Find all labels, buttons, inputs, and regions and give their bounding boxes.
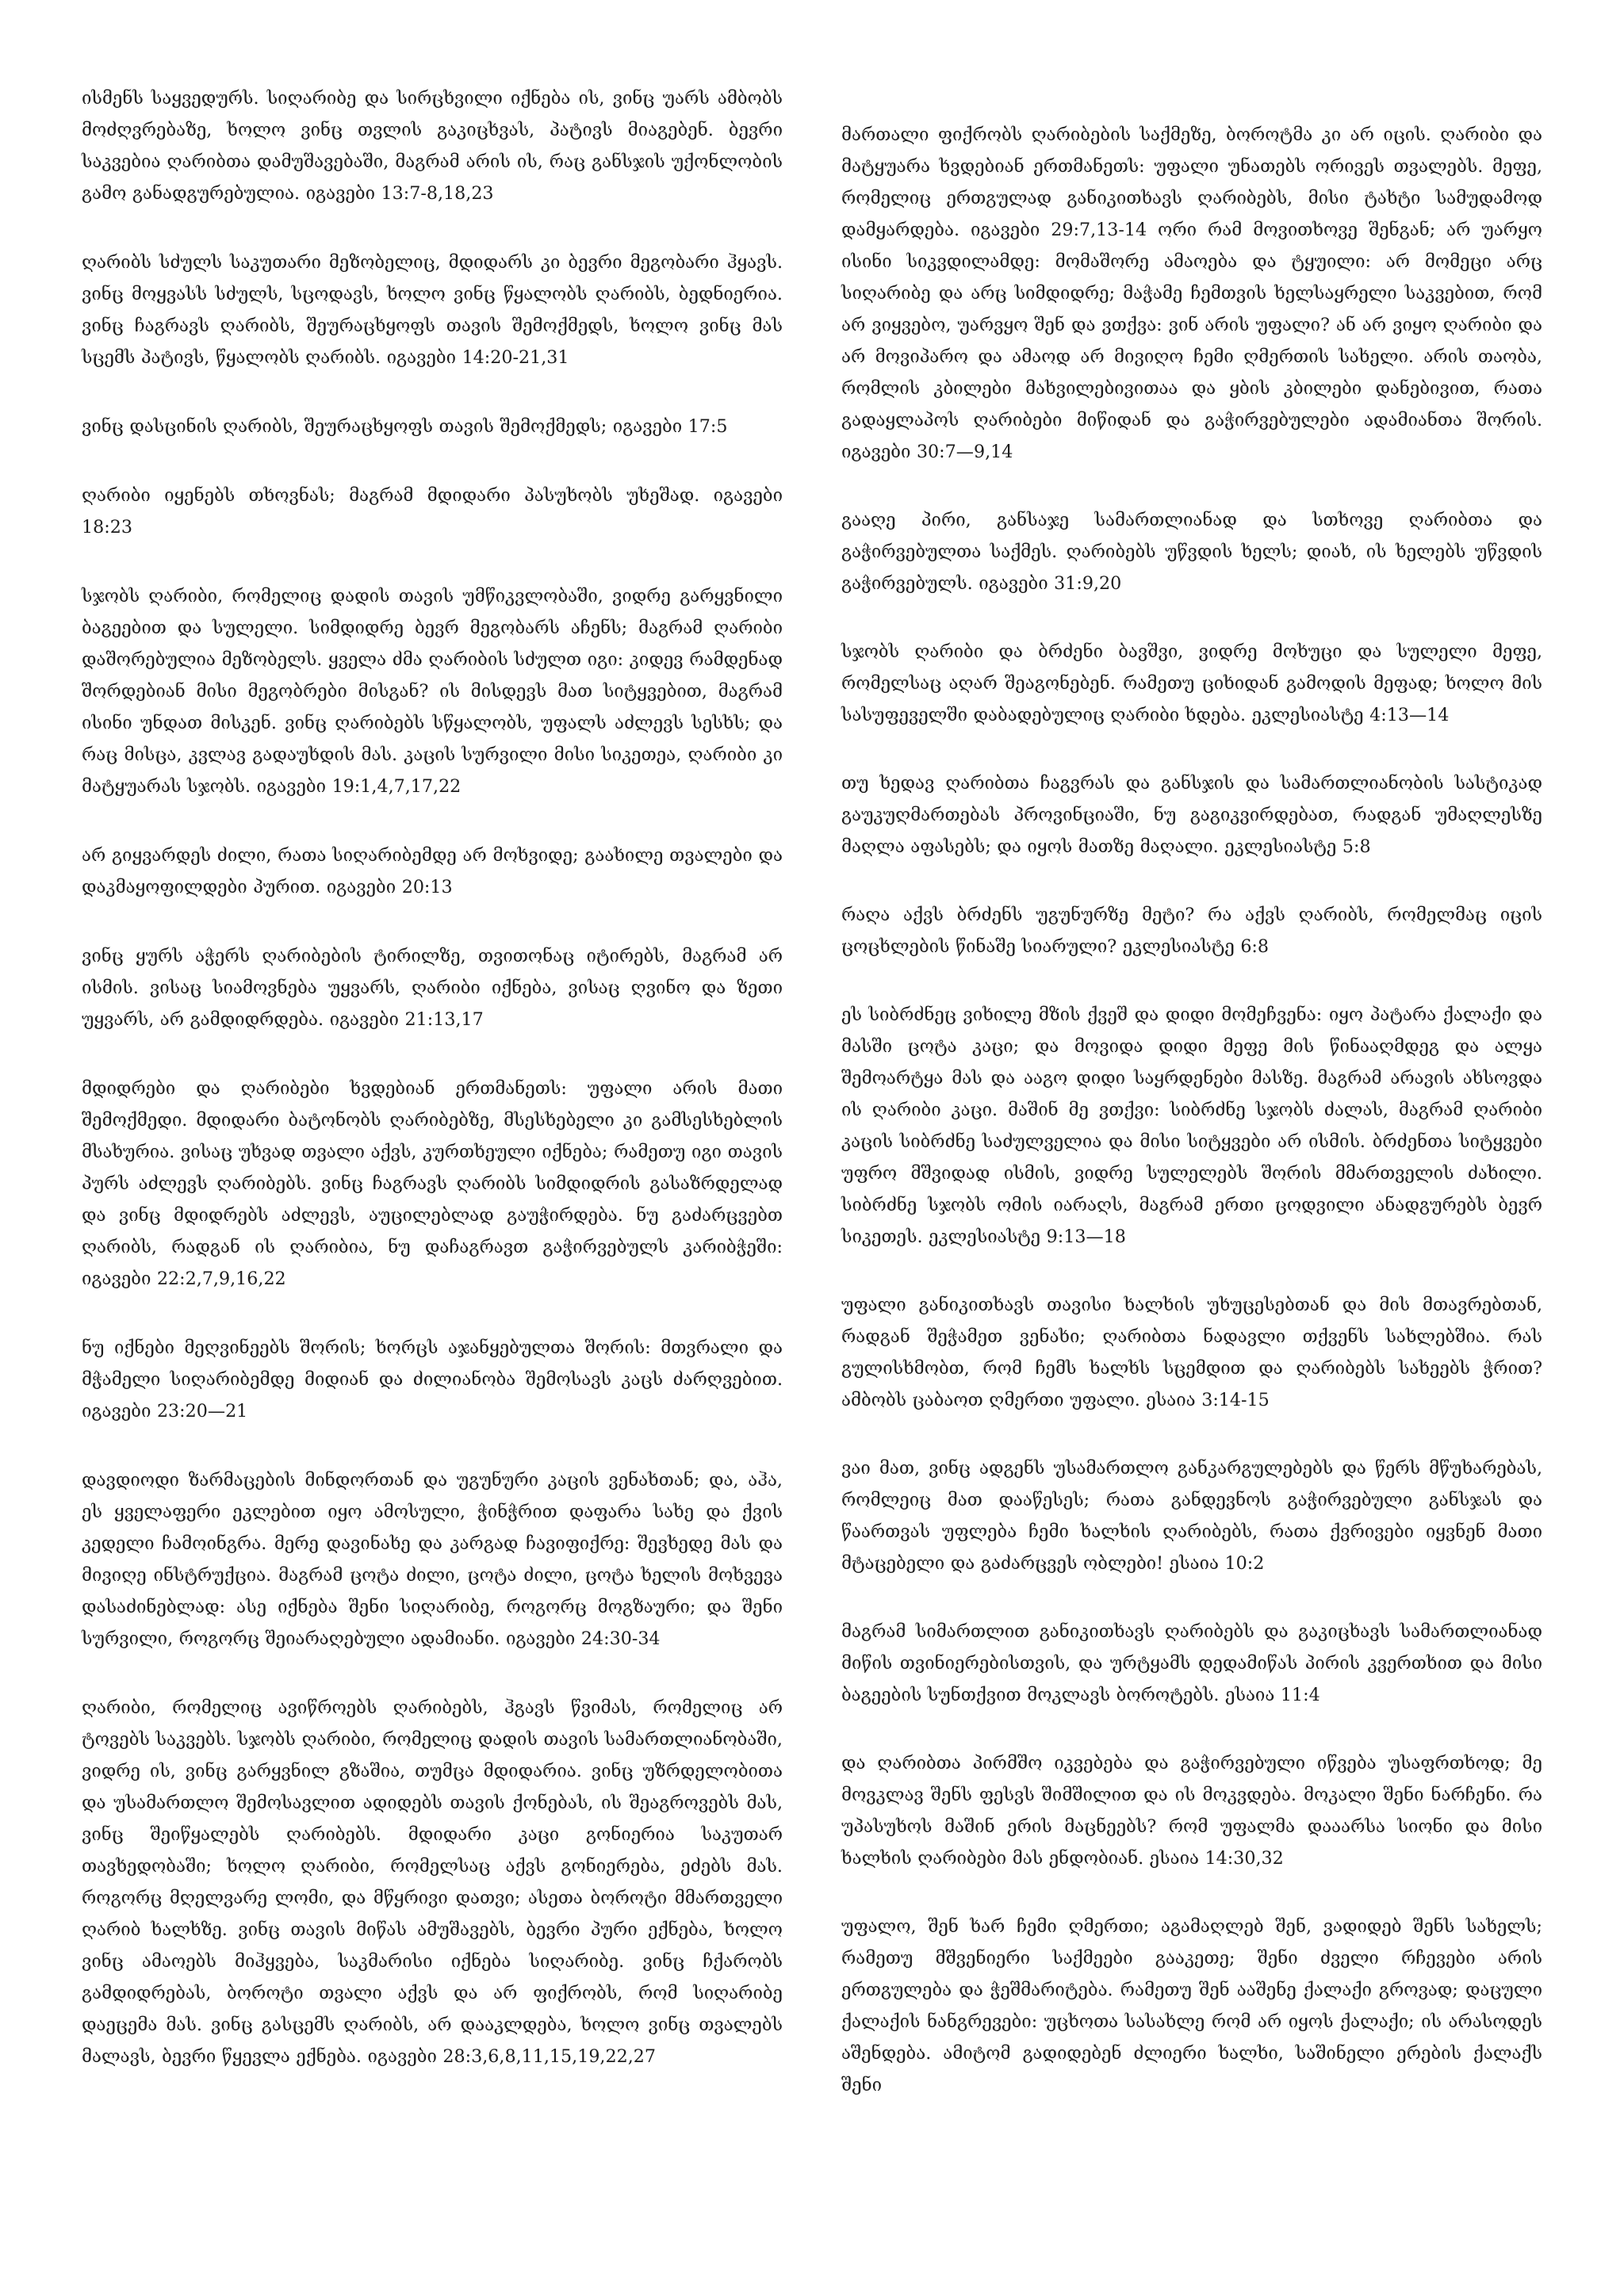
verse-paragraph: რაღა აქვს ბრძენს უგუნურზე მეტი? რა აქვს ღარიბს, რომელმაც იცის ცოცხლების წინაშე სიარული? ეკლესიასტე 6:8	[841, 905, 1542, 957]
verse-paragraph: არ გიყვარდეს ძილი, რათა სიღარიბემდე არ მოხვიდე; გაახილე თვალები და დაკმაყოფილდები პურით. იგავები 20:13	[82, 845, 783, 897]
right-column	[841, 119, 1542, 2137]
verse-paragraph: გააღე პირი, განსაჯე სამართლიანად და სთხოვე ღარიბთა და გაჭირვებულთა საქმეს. ღარიბებს უწვდის ხელს; დიახ, ის ხელებს უწვდის გაჭირვებულს. იგავები 31:9,20	[841, 510, 1542, 594]
verse-paragraph: ვაი მათ, ვინც ადგენს უსამართლო განკარგულებებს და წერს მწუხარებას, რომლეიც მათ დააწესეს; რათა განდევნოს გაჭირვებული განსჯას და წაართვას უფლება ჩემი ხალხის ღარიბებს, რათა ქვრივები იყვნენ მათი მტაცებელი და გაძარცვეს ობლები! ესაია 10:2	[841, 1458, 1542, 1574]
verse-paragraph: მართალი ფიქრობს ღარიბების საქმეზე, ბოროტმა კი არ იცის. ღარიბი და მატყუარა ხვდებიან ერთმანეთს: უფალი უნათებს ორივეს თვალებს. მეფე, რომელიც ერთგულად განიკითხავს ღარიბებს, მისი ტახტი სამუდამოდ დამყარდება. იგავები 29:7,13-14 ორი რამ მოვითხოვე შენგან; არ უარყო ისინი სიკვდილამდე: მომაშორე ამაოება და ტყუილი: არ მომეცი არც სიღარიბე და არც სიმდიდრე; მაჭამე ჩემთვის ხელსაყრელი საკვებით, რომ არ ვიყვებო, უარვყო შენ და ვთქვა: ვინ არის უფალი? ან არ ვიყო ღარიბი და არ მოვიპარო და ამაოდ არ მივიღო ჩემი ღმერთის სახელი. არის თაობა, რომლის კბილები მახვილებივითაა და ყბის კბილები დანებივით, რათა გადაყლაპოს ღარიბები მიწიდან და გაჭირვებულები ადამიანთა შორის. იგავები 30:7—9,14	[841, 124, 1542, 462]
verse-paragraph: უფალო, შენ ხარ ჩემი ღმერთი; აგამაღლებ შენ, ვადიდებ შენს სახელს; რამეთუ მშვენიერი საქმეები გააკეთე; შენი ძველი რჩევები არის ერთგულება და ჭეშმარიტება. რამეთუ შენ ააშენე ქალაქი გროვად; დაცული ქალაქის ნანგრევები: უცხოთა სასახლე რომ არ იყოს ქალაქი; ის არასოდეს აშენდება. ამიტომ გადიდებენ ძლიერი ხალხი, საშინელი ერების ქალაქს შენი	[841, 1916, 1542, 2095]
verse-paragraph: ღარიბი იყენებს თხოვნას; მაგრამ მდიდარი პასუხობს უხეშად. იგავები 18:23	[82, 485, 783, 538]
verse-paragraph: სჯობს ღარიბი, რომელიც დადის თავის უმწიკვლობაში, ვიდრე გარყვნილი ბაგეებით და სულელი. სიმდიდრე ბევრ მეგობარს აჩენს; მაგრამ ღარიბი დაშორებულია მეზობელს. ყველა ძმა ღარიბის სძულთ იგი: კიდევ რამდენად შორდებიან მისი მეგობრები მისგან? ის მისდევს მათ სიტყვებით, მაგრამ ისინი უნდათ მისკენ. ვინც ღარიბებს სწყალობს, უფალს აძლევს სესხს; და რაც მისცა, კვლავ გადაუხდის მას. კაცის სურვილი მისი სიკეთეა, ღარიბი კი მატყუარას სჯობს. იგავები 19:1,4,7,17,22	[82, 586, 783, 797]
verse-paragraph: ისმენს საყვედურს. სიღარიბე და სირცხვილი იქნება ის, ვინც უარს ამბობს მოძღვრებაზე, ხოლო ვინც თვლის გაკიცხვას, პატივს მიაგებენ. ბევრი საკვებია ღარიბთა დამუშავებაში, მაგრამ არის ის, რაც განსჯის უქონლობის გამო განადგურებულია. იგავები 13:7-8,18,23	[82, 88, 783, 204]
verse-paragraph: მდიდრები და ღარიბები ხვდებიან ერთმანეთს: უფალი არის მათი შემოქმედი. მდიდარი ბატონობს ღარიბებზე, მსესხებელი კი გამსესხებლის მსახურია. ვისაც უხვად თვალი აქვს, კურთხეული იქნება; რამეთუ იგი თავის პურს აძლევს ღარიბებს. ვინც ჩაგრავს ღარიბს სიმდიდრის გასაზრდელად და ვინც მდიდრებს აძლევს, აუცილებლად გაუჭირდება. ნუ გაძარცვებთ ღარიბს, რადგან ის ღარიბია, ნუ დაჩაგრავთ გაჭირვებულს კარიბჭეში: იგავები 22:2,7,9,16,22	[82, 1078, 783, 1289]
verse-paragraph: უფალი განიკითხავს თავისი ხალხის უხუცესებთან და მის მთავრებთან, რადგან შეჭამეთ ვენახი; ღარიბთა ნადავლი თქვენს სახლებშია. რას გულისხმობთ, რომ ჩემს ხალხს სცემდით და ღარიბებს სახეებს ჭრით? ამბობს ცაბაოთ ღმერთი უფალი. ესაია 3:14-15	[841, 1295, 1542, 1410]
verse-paragraph: ნუ იქნები მეღვინეებს შორის; ხორცს აჯანყებულთა შორის: მთვრალი და მჭამელი სიღარიბემდე მიდიან და ძილიანობა შემოსავს კაცს ძარღვებით. იგავები 23:20—21	[82, 1337, 783, 1422]
left-column	[82, 82, 783, 2110]
verse-paragraph: თუ ხედავ ღარიბთა ჩაგვრას და განსჯის და სამართლიანობის სასტიკად გაუკუღმართებას პროვინციაში, ნუ გაგიკვირდებათ, რადგან უმაღლესზე მაღლა აფასებს; და იყოს მათზე მაღალი. ეკლესიასტე 5:8	[841, 773, 1542, 857]
verse-paragraph: ღარიბს სძულს საკუთარი მეზობელიც, მდიდარს კი ბევრი მეგობარი ჰყავს. ვინც მოყვასს სძულს, სცოდავს, ხოლო ვინც წყალობს ღარიბს, ბედნიერია. ვინც ჩაგრავს ღარიბს, შეურაცხყოფს თავის შემოქმედს, ხოლო ვინც მას სცემს პატივს, წყალობს ღარიბს. იგავები 14:20-21,31	[82, 252, 783, 368]
verse-paragraph: ღარიბი, რომელიც ავიწროებს ღარიბებს, ჰგავს წვიმას, რომელიც არ ტოვებს საკვებს. სჯობს ღარიბი, რომელიც დადის თავის სამართლიანობაში, ვიდრე ის, ვინც გარყვნილ გზაშია, თუმცა მდიდარია. ვინც უზრდელობითა და უსამართლო შემოსავლით ადიდებს თავის ქონებას, ის შეაგროვებს მას, ვინც შეიწყალებს ღარიბებს. მდიდარი კაცი გონიერია საკუთარ თავხედობაში; ხოლო ღარიბი, რომელსაც აქვს გონიერება, ეძებს მას. როგორც მღელვარე ლომი, და მწყრივი დათვი; ასეთა ბოროტი მმართველი ღარიბ ხალხზე. ვინც თავის მიწას ამუშავებს, ბევრი პური ექნება, ხოლო ვინც ამაოებს მიჰყვება, საკმარისი იქნება სიღარიბე. ვინც ჩქარობს გამდიდრებას, ბოროტი თვალი აქვს და არ ფიქრობს, რომ სიღარიბე დაეცემა მას. ვინც გასცემს ღარიბს, არ დააკლდება, ხოლო ვინც თვალებს მალავს, ბევრი წყევლა ექნება. იგავები 28:3,6,8,11,15,19,22,27	[82, 1697, 783, 2067]
verse-paragraph: მაგრამ სიმართლით განიკითხავს ღარიბებს და გაკიცხავს სამართლიანად მიწის თვინიერებისთვის, და ურტყამს დედამიწას პირის კვერთხით და მისი ბაგეების სუნთქვით მოკლავს ბოროტებს. ესაია 11:4	[841, 1621, 1542, 1705]
verse-paragraph: და ღარიბთა პირმშო იკვებება და გაჭირვებული იწვება უსაფრთხოდ; მე მოვკლავ შენს ფესვს შიმშილით და ის მოკვდება. მოკალი შენი ნარჩენი. რა უპასუხოს მაშინ ერის მაცნეებს? რომ უფალმა დააარსა სიონი და მისი ხალხის ღარიბები მას ენდობიან. ესაია 14:30,32	[841, 1753, 1542, 1869]
verse-paragraph: სჯობს ღარიბი და ბრძენი ბავშვი, ვიდრე მოხუცი და სულელი მეფე, რომელსაც აღარ შეაგონებენ. რამეთუ ციხიდან გამოდის მეფად; ხოლო მის სასუფეველში დაბადებულიც ღარიბი ხდება. ეკლესიასტე 4:13—14	[841, 641, 1542, 725]
verse-paragraph: დავდიოდი ზარმაცების მინდორთან და უგუნური კაცის ვენახთან; და, აჰა, ეს ყველაფერი ეკლებით იყო ამოსული, ჭინჭრით დაფარა სახე და ქვის კედელი ჩამოინგრა. მერე დავინახე და კარგად ჩავიფიქრე: შევხედე მას და მივიღე ინსტრუქცია. მაგრამ ცოტა ძილი, ცოტა ძილი, ცოტა ხელის მოხვევა დასაძინებლად: ასე იქნება შენი სიღარიბე, როგორც მოგზაური; და შენი სურვილი, როგორც შეიარაღებული ადამიანი. იგავები 24:30-34	[82, 1470, 783, 1649]
verse-paragraph: ვინც დასცინის ღარიბს, შეურაცხყოფს თავის შემოქმედს; იგავები 17:5	[82, 416, 728, 437]
verse-paragraph: ვინც ყურს აჭერს ღარიბების ტირილზე, თვითონაც იტირებს, მაგრამ არ ისმის. ვისაც სიამოვნება უყვარს, ღარიბი იქნება, ვისაც ღვინო და ზეთი უყვარს, არ გამდიდრდება. იგავები 21:13,17	[82, 946, 783, 1030]
verse-paragraph: ეს სიბრძნეც ვიხილე მზის ქვეშ და დიდი მომეჩვენა: იყო პატარა ქალაქი და მასში ცოტა კაცი; და მოვიდა დიდი მეფე მის წინააღმდეგ და ალყა შემოარტყა მას და ააგო დიდი საყრდენები მასზე. მაგრამ არავის ახსოვდა ის ღარიბი კაცი. მაშინ მე ვთქვი: სიბრძნე სჯობს ძალას, მაგრამ ღარიბი კაცის სიბრძნე საძულველია და მისი სიტყვები არ ისმის. ბრძენთა სიტყვები უფრო მშვიდად ისმის, ვიდრე სულელებს შორის მმართველის ძახილი. სიბრძნე სჯობს ომის იარაღს, მაგრამ ერთი ცოდვილი ანადგურებს ბევრ სიკეთეს. ეკლესიასტე 9:13—18	[841, 1004, 1542, 1247]
